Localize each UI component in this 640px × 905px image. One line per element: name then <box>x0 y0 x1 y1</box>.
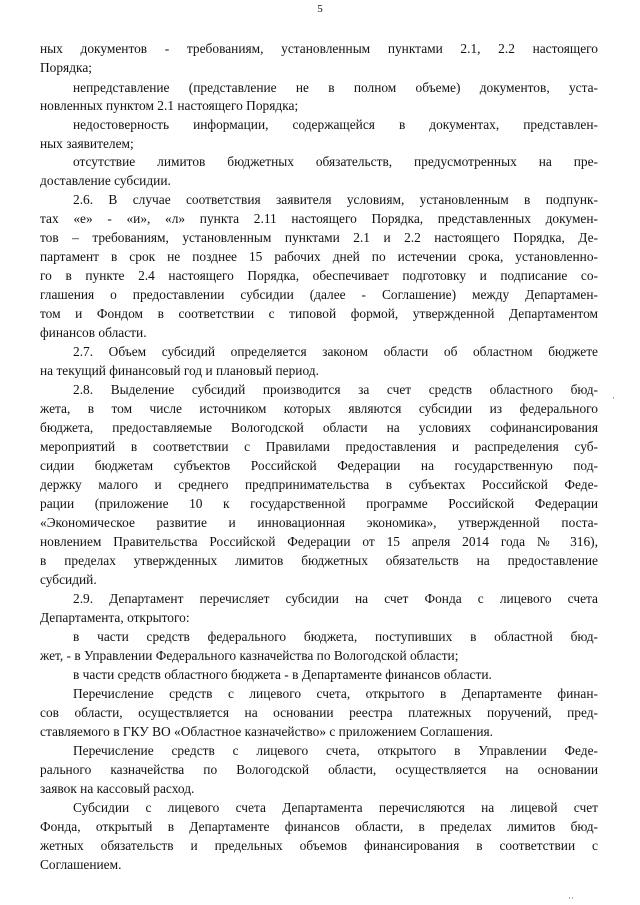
text-line: в пределах утвержденных лимитов бюджетных обязательств на предоставление <box>40 553 598 568</box>
page-number: 5 <box>317 3 323 15</box>
text-line: 2.8. Выделение субсидий производится за счет средств областного бюд- <box>73 382 598 397</box>
text-line: сов области, осуществляется на основании реестра платежных поручений, пред- <box>40 705 598 720</box>
text-line: бюджета, предоставляемые Вологодской области на условиях софинансирования <box>40 420 598 435</box>
text-line: отсутствие лимитов бюджетных обязательств, предусмотренных на пре- <box>73 154 598 169</box>
text-line: рального казначейства по Вологодской области, осуществляется на основании <box>40 762 598 777</box>
text-line: ставляемого в ГКУ ВО «Областное казначейство» с приложением Соглашения. <box>40 724 493 739</box>
text-line: жетных обязательств и предельных объемов финансирования в соответствии с <box>40 838 598 853</box>
text-line: Перечисление средств с лицевого счета, открытого в Управлении Феде- <box>73 743 598 758</box>
text-line: новлением Правительства Российской Федерации от 15 апреля 2014 года № 316), <box>40 534 598 549</box>
text-line: го в пункте 2.4 настоящего Порядка, обеспечивает подготовку и подписание со- <box>40 268 598 283</box>
text-line: Департамента, открытого: <box>40 610 190 625</box>
text-line: 2.7. Объем субсидий определяется законом области об областном бюджете <box>73 344 598 359</box>
text-line: Субсидии с лицевого счета Департамента перечисляются на лицевой счет <box>73 800 598 815</box>
text-line: 2.9. Департамент перечисляет субсидии на счет Фонда с лицевого счета <box>73 591 598 606</box>
text-line: «Экономическое развитие и инновационная экономика», утвержденной поста- <box>40 515 598 530</box>
text-line: мероприятий в соответствии с Правилами предоставления и распределения суб- <box>40 439 598 454</box>
scan-mark: · <box>612 393 615 403</box>
text-line: том и Фондом в соответствии с типовой формой, утвержденной Департаментом <box>40 306 598 321</box>
text-line: глашения о предоставлении субсидии (далее - Соглашение) между Департамен- <box>40 287 598 302</box>
text-line: рации (приложение 10 к государственной программе Российской Федерации <box>40 496 598 511</box>
text-line: Соглашением. <box>40 857 122 872</box>
text-line: жета, в том числе источником которых являются субсидии из федерального <box>40 401 598 416</box>
text-line: на текущий финансовый год и плановый период. <box>40 363 319 378</box>
text-line: в части средств федерального бюджета, поступивших в областной бюд- <box>73 629 598 644</box>
text-line: доставление субсидии. <box>40 173 171 188</box>
text-line: Фонда, открытый в Департаменте финансов области, в пределах лимитов бюд- <box>40 819 598 834</box>
text-line: в части средств областного бюджета - в Департаменте финансов области. <box>73 667 492 682</box>
text-line: тах «е» - «и», «л» пункта 2.11 настоящего Порядка, представленных докумен- <box>40 211 598 226</box>
text-line: Перечисление средств с лицевого счета, открытого в Департаменте финан- <box>73 686 598 701</box>
text-line: субсидий. <box>40 572 97 587</box>
text-line: 2.6. В случае соответствия заявителя условиям, установленным в подпунк- <box>73 192 598 207</box>
text-line: сидии бюджетам субъектов Российской Федерации на государственную под- <box>40 458 598 473</box>
text-line: заявок на кассовый расход. <box>40 781 195 796</box>
text-line: тов – требованиям, установленным пунктами 2.1 и 2.2 настоящего Порядка, Де- <box>40 230 598 245</box>
text-line: непредставление (представление не в полном объеме) документов, уста- <box>73 80 598 95</box>
text-line: ных заявителем; <box>40 136 134 151</box>
text-line: ных документов - требованиям, установленным пунктами 2.1, 2.2 настоящего <box>40 41 598 56</box>
text-line: партамент в срок не позднее 15 рабочих дней по истечении срока, установленно- <box>40 249 598 264</box>
text-line: финансов области. <box>40 325 147 340</box>
text-line: Порядка; <box>40 60 92 75</box>
text-line: жет, - в Управлении Федерального казначейства по Вологодской области; <box>40 648 459 663</box>
text-line: недостоверность информации, содержащейся в документах, представлен- <box>73 117 598 132</box>
text-line: держку малого и среднего предпринимательства в субъектах Российской Феде- <box>40 477 598 492</box>
scan-mark: ·· <box>568 893 574 903</box>
text-line: новленных пунктом 2.1 настоящего Порядка; <box>40 98 299 113</box>
